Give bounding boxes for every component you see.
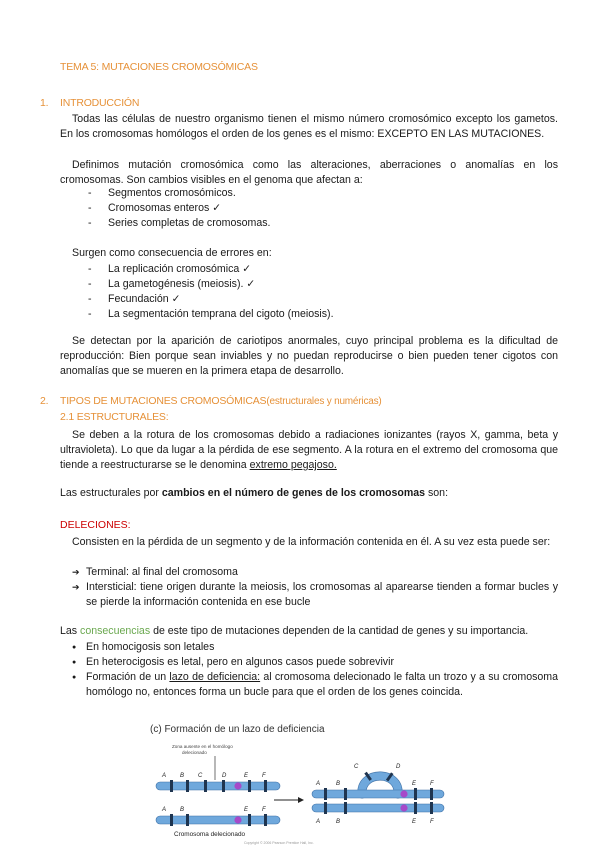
bullet-3-text-c: al cromosoma delecionado le falta un trozo y a su cromosoma homólogo no, entonces forma un bucle para que el orden de los genes coincida. — [86, 671, 558, 698]
list-item: ➔ Terminal: al final del cromosoma — [72, 565, 558, 580]
intro-paragraph-3 — [60, 246, 558, 261]
gene-band — [414, 802, 417, 814]
structural-text: Se deben a la rotura de los cromosomas debido a radiaciones ionizantes (rayos X, gamma, beta y ultravioleta). Lo que da lugar a la pérdida de ese segmento. A la rotura en el extremo del cromosoma que tiende a reestructurarse se le denomina — [60, 429, 558, 471]
intro-paragraph-2 — [60, 158, 558, 188]
copyright: Copyright © 2006 Pearson Prentice Hall, Inc. — [244, 841, 314, 845]
deleciones-text: Consisten en la pérdida de un segmento y de la información contenida en él. A su vez esta puede ser: — [72, 536, 551, 548]
gene-label: B — [180, 807, 185, 813]
gene-label: F — [430, 819, 434, 825]
centromere — [234, 782, 241, 789]
chromosome-bar-lower — [312, 804, 444, 812]
affected-list — [88, 186, 271, 231]
gene-label: E — [244, 773, 249, 779]
sticky-end-term: extremo pegajoso. — [249, 459, 337, 471]
left-top-chromosome — [156, 773, 280, 792]
intro-text-3: Surgen como consecuencia de errores en: — [72, 247, 272, 259]
chromosome-bar-upper — [312, 790, 444, 798]
consequences-text-a: Las — [60, 625, 81, 637]
gene-label: E — [412, 781, 417, 787]
intro-paragraph-1 — [60, 112, 558, 142]
consequences-list — [72, 640, 558, 700]
gene-label: A — [162, 773, 167, 779]
errors-list — [88, 262, 334, 322]
gene-band — [248, 814, 251, 826]
gene-label: B — [336, 819, 341, 825]
gene-label: A — [316, 781, 321, 787]
section-2-note: (estructurales y numéricas) — [266, 396, 382, 407]
structural-types-text-c: son: — [425, 487, 449, 499]
gene-label: E — [412, 819, 417, 825]
gene-label: F — [262, 773, 266, 779]
structural-paragraph — [60, 428, 558, 473]
list-item: - Series completas de cromosomas. — [88, 216, 271, 231]
bottom-label: Cromosoma delecionado — [174, 831, 246, 838]
list-item: - La replicación cromosómica ✓ — [88, 262, 334, 277]
consequences-paragraph — [60, 624, 558, 639]
section-2-heading — [40, 394, 382, 409]
deficiency-loop-term: lazo de deficiencia: — [169, 671, 261, 683]
left-bottom-chromosome — [156, 807, 280, 826]
transition-arrow-icon — [274, 797, 304, 803]
gene-label: F — [430, 781, 434, 787]
gene-band — [222, 780, 225, 792]
list-item: ● En heterocigosis es letal, pero en algunos casos puede sobrevivir — [72, 655, 558, 670]
gene-band — [430, 788, 433, 800]
deleciones-paragraph — [60, 535, 558, 550]
gene-band — [324, 802, 327, 814]
intro-text-2: Definimos mutación cromosómica como las alteraciones, aberraciones o anomalías en los cromosomas. Son cambios visibles en el genoma que afectan a: — [60, 159, 558, 186]
section-1-heading — [40, 96, 139, 111]
gene-band — [430, 802, 433, 814]
list-item: - Cromosomas enteros ✓ — [88, 201, 271, 216]
section-2-title: TIPOS DE MUTACIONES CROMOSÓMICAS — [60, 395, 267, 407]
gene-band — [414, 788, 417, 800]
consequences-term: consecuencias — [80, 625, 151, 637]
intro-text-4: Se detectan por la aparición de cariotipos anormales, cuyo principal problema es la dificultad de reproducción: Bien porque sean inviables y no puedan reproducirse o bien pueden tener cigotos con anomalías que se mueren en la primera etapa de desarrollo. — [60, 335, 558, 377]
section-1-title: INTRODUCCIÓN — [60, 97, 140, 109]
gene-band — [344, 802, 347, 814]
gene-label: B — [336, 781, 341, 787]
section-2-number: 2. — [40, 395, 49, 407]
gene-band — [170, 814, 173, 826]
deleciones-heading: DELECIONES: — [60, 519, 131, 531]
figure-caption: (c) Formación de un lazo de deficiencia — [150, 724, 325, 735]
right-paired-chromosomes — [312, 764, 444, 825]
gene-label: C — [354, 764, 359, 770]
zone-label-2: delecionado — [182, 750, 207, 755]
gene-label: F — [262, 807, 266, 813]
gene-label: B — [180, 773, 185, 779]
gene-label: D — [396, 764, 401, 770]
gene-label: C — [198, 773, 203, 779]
gene-band — [264, 814, 267, 826]
section-1-number: 1. — [40, 97, 49, 109]
structural-types-text-a: Las estructurales por — [60, 487, 162, 499]
consequences-text-c: de este tipo de mutaciones dependen de la cantidad de genes y su importancia. — [150, 625, 529, 637]
list-item: - Segmentos cromosómicos. — [88, 186, 271, 201]
intro-text-1: Todas las células de nuestro organismo tienen el mismo número cromosómico excepto los gametos. En los cromosomas homólogos el orden de los genes es el mismo: EXCEPTO EN LAS MUTACIONES. — [60, 113, 558, 140]
structural-types-paragraph — [60, 486, 558, 501]
gene-band — [204, 780, 207, 792]
page-title: TEMA 5: MUTACIONES CROMOSÓMICAS — [60, 61, 258, 73]
gene-label: D — [222, 773, 227, 779]
centromere — [234, 816, 241, 823]
list-item: ➔ Intersticial: tiene origen durante la meiosis, los cromosomas al aparearse tienden a formar bucles y se pierde la información contenida en ese bucle — [72, 580, 558, 610]
gene-band — [248, 780, 251, 792]
deficiency-loop-figure — [148, 722, 448, 848]
bullet-3-text-a: Formación de un — [86, 671, 170, 683]
subsection-heading: 2.1 ESTRUCTURALES: — [60, 411, 169, 423]
gene-band — [170, 780, 173, 792]
list-item: - La gametogénesis (meiosis). ✓ — [88, 277, 334, 292]
gene-band — [324, 788, 327, 800]
list-item: - La segmentación temprana del cigoto (meiosis). — [88, 307, 334, 322]
gene-band — [344, 788, 347, 800]
centromere — [400, 790, 407, 797]
list-item — [72, 670, 558, 700]
chromosome-bar — [156, 816, 280, 824]
gene-label: A — [316, 819, 321, 825]
gene-band — [186, 780, 189, 792]
centromere — [400, 804, 407, 811]
chromosome-bar — [156, 782, 280, 790]
gene-label: A — [162, 807, 167, 813]
structural-types-bold: cambios en el número de genes de los cromosomas — [161, 487, 426, 499]
list-item: ● En homocigosis son letales — [72, 640, 558, 655]
gene-band — [264, 780, 267, 792]
list-item: - Fecundación ✓ — [88, 292, 334, 307]
gene-band — [186, 814, 189, 826]
gene-label: E — [244, 807, 249, 813]
deletion-types-list — [72, 565, 558, 610]
zone-label-1: Zona ausente en el homólogo — [172, 744, 233, 749]
intro-paragraph-4 — [60, 334, 558, 379]
